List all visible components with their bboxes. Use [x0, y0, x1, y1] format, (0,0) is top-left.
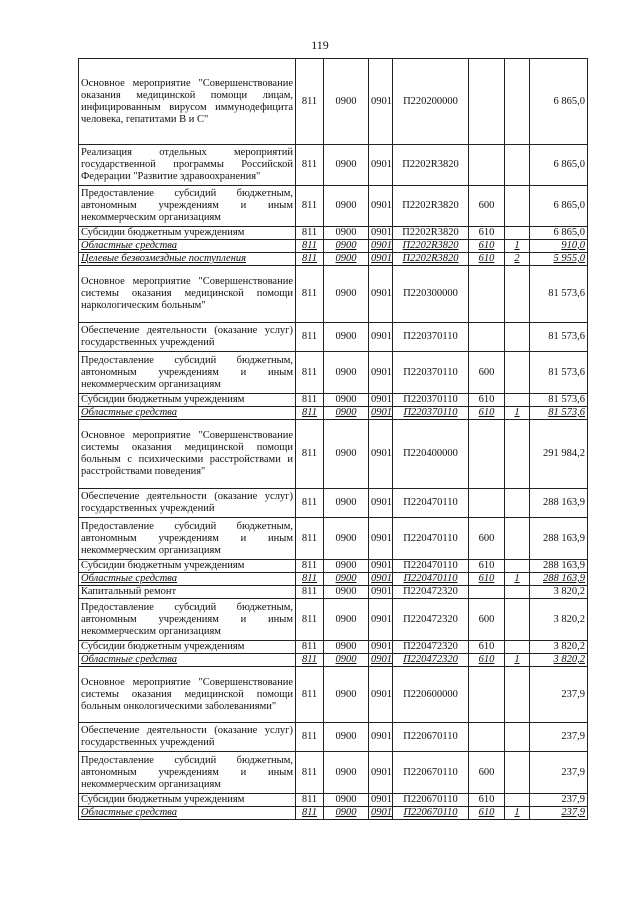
cell-rz: 0900 [324, 266, 369, 323]
cell-csr: П220370110 [393, 323, 469, 352]
cell-gr: 811 [296, 323, 324, 352]
cell-name: Предоставление субсидий бюджетным, автономным учреждениям и иным некоммерческим организациям [79, 352, 296, 394]
cell-sum: 288 163,9 [530, 573, 588, 586]
table-row [79, 253, 588, 266]
cell-gr: 811 [296, 641, 324, 654]
cell-rz: 0900 [324, 59, 369, 145]
cell-vr [469, 323, 505, 352]
table-row [79, 560, 588, 573]
cell-sum: 3 820,2 [530, 599, 588, 641]
cell-pr: 0901 [369, 641, 393, 654]
cell-csr: П220300000 [393, 266, 469, 323]
table-row [79, 266, 588, 323]
cell-csr: П220400000 [393, 420, 469, 489]
cell-sum: 910,0 [530, 240, 588, 253]
cell-csr: П220370110 [393, 394, 469, 407]
cell-sum: 6 865,0 [530, 145, 588, 186]
table-row [79, 59, 588, 145]
cell-gr: 811 [296, 407, 324, 420]
cell-vr: 610 [469, 654, 505, 667]
cell-rz: 0900 [324, 667, 369, 723]
cell-name: Основное мероприятие "Совершенствование системы оказания медицинской помощи наркологическим больным" [79, 266, 296, 323]
cell-pr: 0901 [369, 253, 393, 266]
cell-rz: 0900 [324, 394, 369, 407]
cell-csr: П220470110 [393, 560, 469, 573]
cell-rz: 0900 [324, 253, 369, 266]
cell-sum: 3 820,2 [530, 586, 588, 599]
cell-pr: 0901 [369, 752, 393, 794]
table-row [79, 186, 588, 227]
cell-rz: 0900 [324, 489, 369, 518]
cell-sum: 288 163,9 [530, 489, 588, 518]
cell-gr: 811 [296, 599, 324, 641]
cell-vr [469, 145, 505, 186]
cell-csr: П220470110 [393, 518, 469, 560]
cell-pr: 0901 [369, 573, 393, 586]
table-row [79, 586, 588, 599]
cell-sum: 81 573,6 [530, 394, 588, 407]
cell-src [505, 794, 530, 807]
cell-src [505, 723, 530, 752]
cell-vr [469, 266, 505, 323]
table-row [79, 407, 588, 420]
table-row [79, 352, 588, 394]
cell-vr [469, 586, 505, 599]
cell-rz: 0900 [324, 560, 369, 573]
cell-csr: П220472320 [393, 654, 469, 667]
cell-src [505, 227, 530, 240]
cell-vr [469, 723, 505, 752]
cell-gr: 811 [296, 518, 324, 560]
table-row [79, 489, 588, 518]
cell-csr: П220370110 [393, 407, 469, 420]
table-row [79, 599, 588, 641]
cell-src [505, 489, 530, 518]
cell-vr: 610 [469, 641, 505, 654]
cell-vr: 600 [469, 599, 505, 641]
cell-sum: 6 865,0 [530, 227, 588, 240]
cell-gr: 811 [296, 723, 324, 752]
cell-vr: 600 [469, 352, 505, 394]
cell-csr: П2202R3820 [393, 240, 469, 253]
cell-vr: 610 [469, 240, 505, 253]
cell-name: Реализация отдельных мероприятий государственной программы Российской Федерации "Развитие здравоохранения" [79, 145, 296, 186]
cell-name: Капитальный ремонт [79, 586, 296, 599]
cell-pr: 0901 [369, 323, 393, 352]
table-row [79, 641, 588, 654]
table-row [79, 240, 588, 253]
cell-pr: 0901 [369, 420, 393, 489]
cell-pr: 0901 [369, 599, 393, 641]
cell-rz: 0900 [324, 145, 369, 186]
cell-rz: 0900 [324, 407, 369, 420]
cell-src [505, 394, 530, 407]
cell-vr: 610 [469, 807, 505, 820]
cell-pr: 0901 [369, 227, 393, 240]
cell-name: Областные средства [79, 407, 296, 420]
table-row [79, 807, 588, 820]
cell-name: Предоставление субсидий бюджетным, автономным учреждениям и иным некоммерческим организациям [79, 518, 296, 560]
cell-pr: 0901 [369, 560, 393, 573]
cell-rz: 0900 [324, 599, 369, 641]
cell-rz: 0900 [324, 807, 369, 820]
cell-pr: 0901 [369, 240, 393, 253]
cell-pr: 0901 [369, 723, 393, 752]
cell-sum: 6 865,0 [530, 186, 588, 227]
cell-rz: 0900 [324, 186, 369, 227]
cell-vr: 610 [469, 794, 505, 807]
cell-src [505, 186, 530, 227]
cell-name: Предоставление субсидий бюджетным, автономным учреждениям и иным некоммерческим организациям [79, 752, 296, 794]
cell-name: Обеспечение деятельности (оказание услуг) государственных учреждений [79, 489, 296, 518]
table-row [79, 667, 588, 723]
page-number: 119 [311, 38, 329, 52]
cell-gr: 811 [296, 560, 324, 573]
cell-vr [469, 59, 505, 145]
cell-pr: 0901 [369, 807, 393, 820]
cell-sum: 291 984,2 [530, 420, 588, 489]
cell-gr: 811 [296, 186, 324, 227]
cell-name: Субсидии бюджетным учреждениям [79, 227, 296, 240]
cell-rz: 0900 [324, 752, 369, 794]
cell-src [505, 586, 530, 599]
cell-src [505, 641, 530, 654]
cell-src: 1 [505, 573, 530, 586]
cell-name: Целевые безвозмездные поступления [79, 253, 296, 266]
cell-src [505, 59, 530, 145]
cell-gr: 811 [296, 586, 324, 599]
cell-gr: 811 [296, 253, 324, 266]
cell-gr: 811 [296, 352, 324, 394]
cell-src: 1 [505, 807, 530, 820]
cell-rz: 0900 [324, 586, 369, 599]
cell-gr: 811 [296, 794, 324, 807]
cell-gr: 811 [296, 394, 324, 407]
cell-pr: 0901 [369, 489, 393, 518]
cell-sum: 237,9 [530, 667, 588, 723]
table-row [79, 573, 588, 586]
cell-gr: 811 [296, 145, 324, 186]
cell-vr: 600 [469, 186, 505, 227]
cell-pr: 0901 [369, 654, 393, 667]
cell-name: Обеспечение деятельности (оказание услуг) государственных учреждений [79, 723, 296, 752]
cell-sum: 81 573,6 [530, 352, 588, 394]
cell-src: 1 [505, 654, 530, 667]
cell-csr: П220472320 [393, 599, 469, 641]
cell-sum: 5 955,0 [530, 253, 588, 266]
cell-gr: 811 [296, 420, 324, 489]
table-row [79, 145, 588, 186]
table-row [79, 752, 588, 794]
cell-gr: 811 [296, 240, 324, 253]
cell-pr: 0901 [369, 186, 393, 227]
cell-name: Основное мероприятие "Совершенствование оказания медицинской помощи лицам, инфицированным вирусом иммунодефицита человека, гепатитами В и С" [79, 59, 296, 145]
table-body [79, 59, 588, 820]
cell-sum: 6 865,0 [530, 59, 588, 145]
cell-gr: 811 [296, 654, 324, 667]
cell-name: Основное мероприятие "Совершенствование системы оказания медицинской помощи больным онкологическими заболеваниями" [79, 667, 296, 723]
cell-src: 1 [505, 407, 530, 420]
cell-csr: П2202R3820 [393, 186, 469, 227]
cell-csr: П220200000 [393, 59, 469, 145]
cell-pr: 0901 [369, 407, 393, 420]
cell-src [505, 752, 530, 794]
cell-rz: 0900 [324, 641, 369, 654]
cell-vr: 600 [469, 518, 505, 560]
table-row [79, 323, 588, 352]
cell-vr: 610 [469, 394, 505, 407]
cell-csr: П2202R3820 [393, 145, 469, 186]
cell-sum: 81 573,6 [530, 407, 588, 420]
cell-pr: 0901 [369, 394, 393, 407]
cell-src [505, 352, 530, 394]
cell-rz: 0900 [324, 227, 369, 240]
cell-sum: 237,9 [530, 794, 588, 807]
cell-vr: 600 [469, 752, 505, 794]
cell-src [505, 266, 530, 323]
cell-sum: 288 163,9 [530, 560, 588, 573]
cell-src [505, 599, 530, 641]
cell-rz: 0900 [324, 518, 369, 560]
cell-csr: П2202R3820 [393, 253, 469, 266]
cell-pr: 0901 [369, 59, 393, 145]
cell-name: Субсидии бюджетным учреждениям [79, 394, 296, 407]
cell-name: Областные средства [79, 807, 296, 820]
cell-name: Предоставление субсидий бюджетным, автономным учреждениям и иным некоммерческим организациям [79, 599, 296, 641]
cell-name: Субсидии бюджетным учреждениям [79, 641, 296, 654]
cell-rz: 0900 [324, 794, 369, 807]
cell-src [505, 323, 530, 352]
cell-gr: 811 [296, 489, 324, 518]
cell-pr: 0901 [369, 794, 393, 807]
cell-vr: 610 [469, 227, 505, 240]
cell-csr: П220670110 [393, 807, 469, 820]
cell-csr: П220472320 [393, 586, 469, 599]
cell-rz: 0900 [324, 420, 369, 489]
cell-sum: 288 163,9 [530, 518, 588, 560]
cell-name: Областные средства [79, 654, 296, 667]
cell-gr: 811 [296, 266, 324, 323]
budget-table [78, 58, 588, 820]
cell-csr: П220470110 [393, 573, 469, 586]
cell-name: Областные средства [79, 573, 296, 586]
cell-pr: 0901 [369, 586, 393, 599]
cell-name: Основное мероприятие "Совершенствование системы оказания медицинской помощи больным с психическими расстройствами и расстройствами поведения" [79, 420, 296, 489]
cell-sum: 237,9 [530, 752, 588, 794]
cell-vr [469, 420, 505, 489]
cell-csr: П220670110 [393, 752, 469, 794]
table-row [79, 394, 588, 407]
cell-pr: 0901 [369, 518, 393, 560]
cell-rz: 0900 [324, 573, 369, 586]
cell-sum: 237,9 [530, 723, 588, 752]
cell-pr: 0901 [369, 145, 393, 186]
cell-gr: 811 [296, 807, 324, 820]
table-row [79, 794, 588, 807]
cell-gr: 811 [296, 667, 324, 723]
cell-name: Обеспечение деятельности (оказание услуг) государственных учреждений [79, 323, 296, 352]
cell-csr: П220470110 [393, 489, 469, 518]
cell-name: Субсидии бюджетным учреждениям [79, 560, 296, 573]
table-row [79, 654, 588, 667]
table-row [79, 227, 588, 240]
table-row [79, 420, 588, 489]
cell-name: Предоставление субсидий бюджетным, автономным учреждениям и иным некоммерческим организациям [79, 186, 296, 227]
cell-gr: 811 [296, 752, 324, 794]
cell-vr: 610 [469, 253, 505, 266]
cell-csr: П220370110 [393, 352, 469, 394]
cell-csr: П220670110 [393, 794, 469, 807]
table-row [79, 518, 588, 560]
table-row [79, 723, 588, 752]
cell-csr: П220670110 [393, 723, 469, 752]
cell-gr: 811 [296, 573, 324, 586]
cell-sum: 81 573,6 [530, 323, 588, 352]
cell-vr: 610 [469, 573, 505, 586]
cell-gr: 811 [296, 227, 324, 240]
cell-src: 2 [505, 253, 530, 266]
cell-rz: 0900 [324, 323, 369, 352]
cell-vr [469, 489, 505, 518]
cell-src [505, 420, 530, 489]
cell-pr: 0901 [369, 667, 393, 723]
cell-vr: 610 [469, 407, 505, 420]
cell-csr: П2202R3820 [393, 227, 469, 240]
cell-csr: П220600000 [393, 667, 469, 723]
cell-rz: 0900 [324, 654, 369, 667]
cell-pr: 0901 [369, 266, 393, 323]
cell-src: 1 [505, 240, 530, 253]
cell-src [505, 145, 530, 186]
cell-sum: 237,9 [530, 807, 588, 820]
cell-rz: 0900 [324, 352, 369, 394]
cell-src [505, 560, 530, 573]
cell-rz: 0900 [324, 723, 369, 752]
cell-sum: 3 820,2 [530, 654, 588, 667]
cell-rz: 0900 [324, 240, 369, 253]
cell-pr: 0901 [369, 352, 393, 394]
cell-gr: 811 [296, 59, 324, 145]
cell-name: Областные средства [79, 240, 296, 253]
cell-sum: 3 820,2 [530, 641, 588, 654]
cell-sum: 81 573,6 [530, 266, 588, 323]
cell-csr: П220472320 [393, 641, 469, 654]
cell-vr: 610 [469, 560, 505, 573]
cell-name: Субсидии бюджетным учреждениям [79, 794, 296, 807]
cell-src [505, 667, 530, 723]
cell-src [505, 518, 530, 560]
cell-vr [469, 667, 505, 723]
